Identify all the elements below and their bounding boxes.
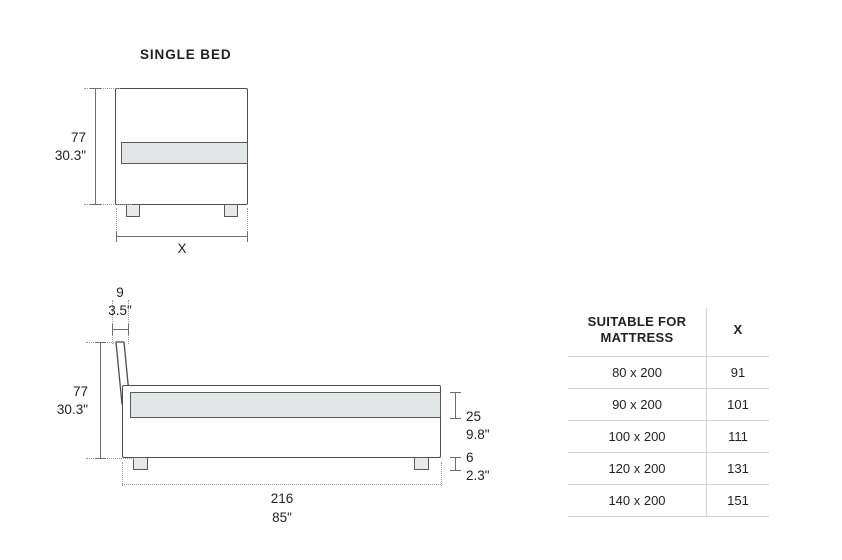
table-body (568, 357, 769, 517)
mattress-height-dim-line (455, 392, 456, 418)
front-height-tick-bottom (90, 204, 101, 205)
table-header-x: X (707, 308, 770, 357)
front-height-in-label: 30.3" (54, 148, 86, 163)
headboard-thickness-tick-left (112, 324, 113, 335)
side-height-tick-top (95, 342, 106, 343)
table-row (568, 389, 769, 421)
cell-mattress: 140 x 200 (568, 485, 707, 517)
side-height-dim-line (100, 342, 101, 458)
table-header-row (568, 308, 769, 357)
table-head (568, 308, 769, 357)
cell-mattress: 100 x 200 (568, 421, 707, 453)
leg-height-tick-top (450, 457, 461, 458)
front-width-label: X (177, 241, 187, 256)
bed-front-mattress (121, 142, 248, 164)
side-length-cm-label: 216 (270, 491, 294, 506)
leg-height-tick-bottom (450, 470, 461, 471)
page-title: SINGLE BED (140, 47, 232, 62)
side-length-in-label: 85" (272, 510, 292, 525)
cell-x: 131 (707, 453, 770, 485)
front-leg-left (126, 204, 140, 217)
cell-x: 101 (707, 389, 770, 421)
mattress-size-table (568, 308, 769, 517)
side-leg-right (414, 457, 429, 470)
table-row (568, 421, 769, 453)
mattress-height-cm-label: 25 (466, 409, 482, 424)
mattress-height-in-label: 9.8" (466, 427, 490, 442)
table-row (568, 485, 769, 517)
mattress-height-tick-bottom (450, 418, 461, 419)
side-leg-left (133, 457, 148, 470)
table-header-mattress-line2: MATTRESS (600, 330, 674, 345)
headboard-thickness-cm-label: 9 (116, 285, 124, 300)
front-width-tick-left (116, 231, 117, 242)
side-height-cm-label: 77 (72, 384, 88, 399)
front-width-dim-line (116, 236, 247, 237)
side-length-ext-right (441, 462, 442, 486)
side-height-in-label: 30.3" (56, 402, 88, 417)
table-header-mattress-line1: SUITABLE FOR (587, 314, 687, 329)
side-length-dim-line (122, 484, 441, 485)
headboard-thickness-dim-line (112, 329, 128, 330)
cell-mattress: 120 x 200 (568, 453, 707, 485)
front-leg-right (224, 204, 238, 217)
side-length-ext-left (122, 462, 123, 486)
headboard-thickness-tick-right (128, 324, 129, 335)
side-height-tick-bottom (95, 458, 106, 459)
cell-x: 111 (707, 421, 770, 453)
cell-mattress: 80 x 200 (568, 357, 707, 389)
table-row (568, 357, 769, 389)
front-height-tick-top (90, 88, 101, 89)
headboard-thickness-in-label: 3.5" (108, 303, 132, 318)
front-width-tick-right (247, 231, 248, 242)
leg-height-cm-label: 6 (466, 450, 474, 465)
cell-x: 91 (707, 357, 770, 389)
side-height-ext-bottom (86, 458, 134, 459)
front-height-cm-label: 77 (70, 130, 86, 145)
bed-side-mattress (130, 392, 441, 418)
cell-mattress: 90 x 200 (568, 389, 707, 421)
mattress-height-tick-top (450, 392, 461, 393)
table-header-mattress (568, 308, 707, 357)
table-row (568, 453, 769, 485)
leg-height-in-label: 2.3" (466, 468, 490, 483)
cell-x: 151 (707, 485, 770, 517)
leg-height-dim-line (455, 457, 456, 470)
front-height-dim-line (95, 88, 96, 205)
